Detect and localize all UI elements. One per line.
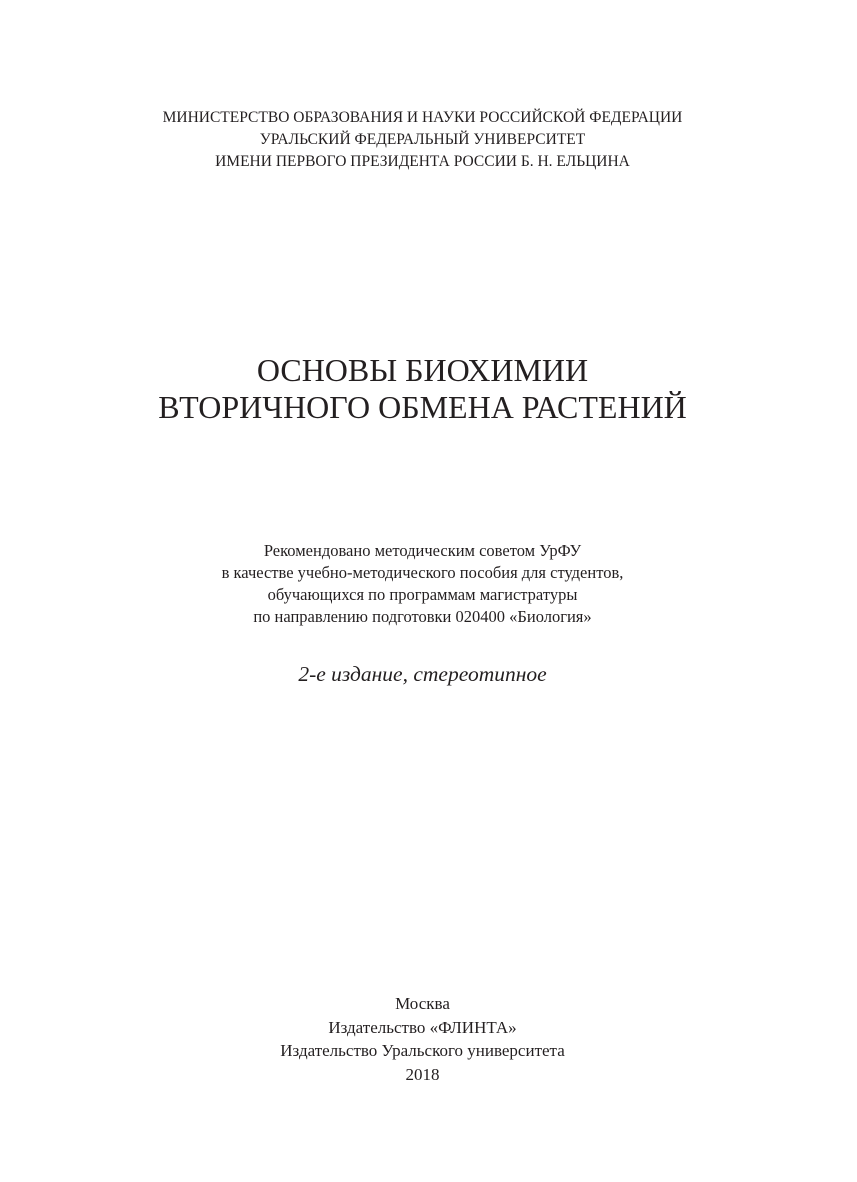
university-line: УРАЛЬСКИЙ ФЕДЕРАЛЬНЫЙ УНИВЕРСИТЕТ [259,131,586,148]
recommendation-line-4: по направлению подготовки 020400 «Биология» [253,607,592,626]
imprint-publisher-2: Издательство Уральского университета [280,1041,565,1060]
book-title-line-1: ОСНОВЫ БИОХИМИИ [256,352,589,388]
institution-header [0,107,845,173]
university-name-line: ИМЕНИ ПЕРВОГО ПРЕЗИДЕНТА РОССИИ Б. Н. ЕЛЬЦИНА [215,153,630,170]
recommendation-line-3: обучающихся по программам магистратуры [267,585,578,604]
recommendation-text [0,540,845,628]
ministry-line: МИНИСТЕРСТВО ОБРАЗОВАНИЯ И НАУКИ РОССИЙСКОЙ ФЕДЕРАЦИИ [162,109,683,126]
imprint-year: 2018 [405,1064,440,1084]
edition-text: 2-е издание, стереотипное [298,662,547,686]
recommendation-line-1: Рекомендовано методическим советом УрФУ [263,541,582,560]
imprint-publisher-1: Издательство «ФЛИНТА» [328,1017,517,1037]
book-title [0,352,845,426]
edition-note [0,660,845,688]
recommendation-line-2: в качестве учебно-методического пособия для студентов, [221,563,624,582]
imprint-city: Москва [395,994,450,1013]
book-title-line-2: ВТОРИЧНОГО ОБМЕНА РАСТЕНИЙ [158,389,687,425]
imprint [0,992,845,1086]
